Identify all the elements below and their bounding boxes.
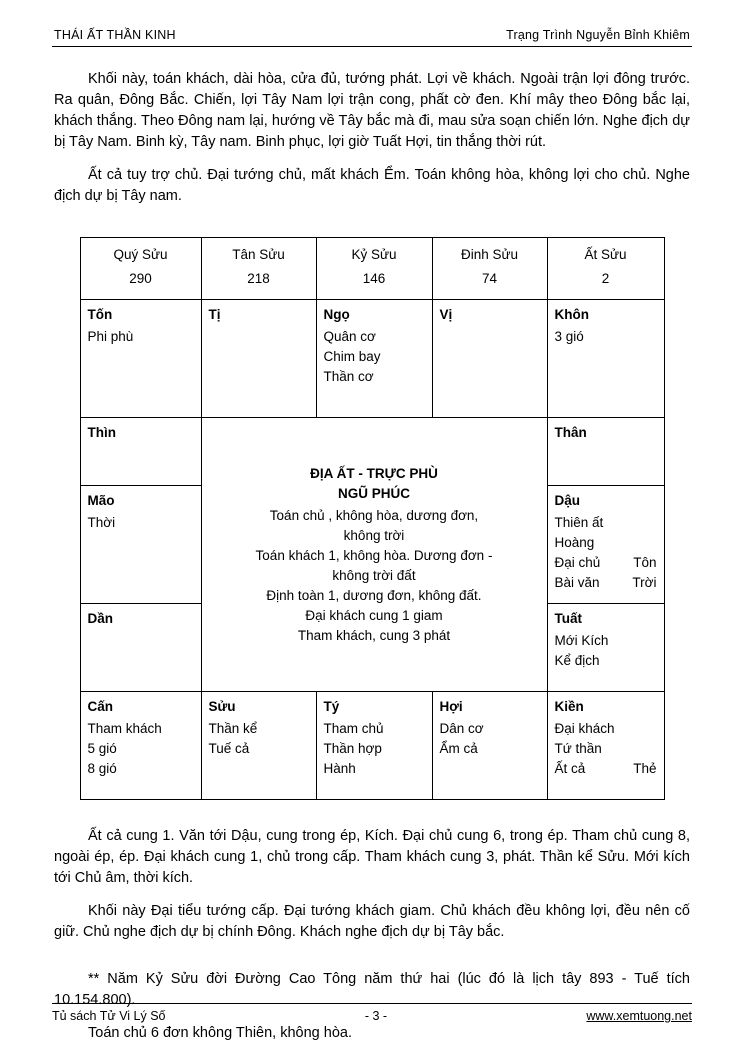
footer-website-link[interactable]: www.xemtuong.net (586, 1009, 692, 1023)
table-row (80, 418, 664, 486)
cell-line: 8 gió (87, 761, 117, 776)
heading-cell (547, 238, 664, 300)
cell-ti (201, 300, 316, 418)
cell-label: Tị (208, 307, 221, 322)
center-line: ĐỊA ẤT - TRỰC PHÙ (310, 465, 438, 481)
center-line: Đại khách cung 1 giam (305, 607, 443, 623)
heading-name: Đinh Sửu (460, 247, 519, 262)
cell-pair-left: Đại chủ (554, 555, 601, 570)
cell-label: Dậu (554, 493, 581, 508)
cell-line: Thời (87, 515, 116, 530)
cell-pair-row (555, 759, 657, 779)
heading-number: 2 (601, 271, 610, 286)
cell-line: Hoàng (554, 535, 595, 550)
footer-row (52, 1004, 692, 1023)
heading-number: 290 (129, 271, 152, 286)
paragraph-text: Toán chủ 6 đơn không Thiên, không hòa. (88, 1025, 352, 1041)
heading-name: Ất Sửu (584, 247, 627, 262)
cell-vi (432, 300, 547, 418)
cell-can (80, 692, 201, 800)
cell-pair-right: Thẻ (633, 761, 657, 776)
paragraph (52, 1023, 692, 1044)
cell-ton (80, 300, 201, 418)
header-title-left: THÁI ẤT THẦN KINH (54, 28, 176, 42)
cell-line: Thần kể (208, 721, 258, 736)
cell-label: Khôn (554, 307, 589, 322)
cell-mao (80, 486, 201, 604)
chart-table-wrapper (52, 237, 692, 800)
cell-line: 3 gió (554, 329, 584, 344)
cell-label: Kiền (554, 699, 584, 714)
cell-line: Thiên ất (554, 515, 604, 530)
center-line: không trời đất (332, 567, 416, 583)
cell-pair-right: Trời (632, 575, 657, 590)
center-line: Tham khách, cung 3 phát (297, 627, 451, 643)
header-title-right: Trạng Trình Nguyễn Bỉnh Khiêm (506, 28, 690, 42)
cell-line: Quân cơ (323, 329, 376, 344)
cell-pair-right: Tôn (633, 555, 657, 570)
heading-number: 74 (481, 271, 498, 286)
cell-suu (201, 692, 316, 800)
cell-pair-row (555, 573, 657, 593)
heading-cell (316, 238, 432, 300)
page-header (52, 28, 692, 46)
cell-line: Kể địch (554, 653, 600, 668)
heading-number: 218 (247, 271, 270, 286)
cell-line: Đại khách (554, 721, 615, 736)
cell-dau (547, 486, 664, 604)
cell-line: Chim bay (323, 349, 381, 364)
intro-text-block (52, 69, 692, 207)
heading-name: Quý Sửu (113, 247, 168, 262)
table-row (80, 692, 664, 800)
cell-tuat (547, 604, 664, 692)
heading-name: Tân Sửu (232, 247, 285, 262)
footer-left: Tủ sách Tử Vi Lý Số (52, 1009, 166, 1023)
center-line: không trời (343, 527, 405, 543)
cell-line: Thần cơ (323, 369, 374, 384)
cell-line: Mới Kích (554, 633, 609, 648)
paragraph-text: Khối này, toán khách, dài hòa, cửa đủ, tướng phát. Lợi về khách. Ngoài trận lợi đông trước. Ra quân, Đông Bắc. Chiến, lợi Tây Nam lợi trận cong, phất cờ đen. Khí mây theo Đông bắc lại, khách thắng. Theo Đông nam lại, hướng về Tây bắc mà đi, mau sửa soạn chiến lớn. Nghe địch dự bị Tây Nam. Binh kỳ, Tây nam. Binh phục, lợi giờ Tuất Hợi, tin thắng thời rút. (54, 71, 690, 150)
cell-line: Hành (323, 761, 356, 776)
cell-thin (80, 418, 201, 486)
cell-label: Vị (439, 307, 453, 322)
heading-cell (201, 238, 316, 300)
heading-number: 146 (362, 271, 386, 286)
paragraph-text: Khối này Đại tiểu tướng cấp. Đại tướng khách giam. Chủ khách đều không lợi, đều nên cố giữ. Chủ nghe địch dự bị chính Đông. Khách nghe địch dự bị Tây bắc. (54, 903, 690, 940)
cell-label: Dần (87, 611, 114, 626)
center-line: Định toàn 1, dương đơn, không đất. (266, 587, 482, 603)
divination-grid (80, 237, 665, 800)
cell-dan (80, 604, 201, 692)
cell-line: Thần hợp (323, 741, 382, 756)
center-line: NGŨ PHÚC (337, 485, 410, 501)
cell-line: Phi phù (87, 329, 134, 344)
cell-pair-left: Ất cả (554, 761, 586, 776)
cell-label: Tốn (87, 307, 113, 322)
cell-hoi (432, 692, 547, 800)
cell-label: Thìn (87, 425, 116, 440)
cell-kien (547, 692, 664, 800)
cell-line: Tứ thần (554, 741, 602, 756)
cell-line: Tham khách (87, 721, 162, 736)
cell-label: Mão (87, 493, 115, 508)
page-footer (52, 1003, 692, 1023)
cell-ngo (316, 300, 432, 418)
cell-ty (316, 692, 432, 800)
paragraph-text: Ất cả cung 1. Văn tới Dậu, cung trong ép, Kích. Đại chủ cung 6, trong ép. Tham chủ cung 8, ngoài ép, ép. Đại khách cung 1, chủ trong cấp. Tham khách cung 3, phát. Thần kể Sửu. Mới kích tới Chủ âm, thời kích. (54, 828, 690, 886)
center-line: Toán chủ , không hòa, dương đơn, (269, 507, 479, 523)
table-row-headings (80, 238, 664, 300)
cell-than (547, 418, 664, 486)
header-divider (52, 46, 692, 47)
paragraph (52, 826, 692, 889)
cell-pair-left: Bài văn (554, 575, 600, 590)
table-row (80, 300, 664, 418)
cell-line: Dân cơ (439, 721, 484, 736)
cell-label: Sửu (208, 699, 236, 714)
paragraph (52, 901, 692, 943)
cell-line: 5 gió (87, 741, 117, 756)
paragraph (52, 165, 692, 207)
cell-label: Hợi (439, 699, 463, 714)
paragraph-text: Ất cả tuy trợ chủ. Đại tướng chủ, mất khách Ểm. Toán không hòa, không lợi cho chủ. Nghe địch dự bị Tây nam. (54, 167, 690, 204)
cell-label: Tuất (554, 611, 582, 626)
cell-center-block (201, 418, 547, 692)
heading-cell (432, 238, 547, 300)
cell-line: Tham chủ (323, 721, 384, 736)
paragraph (52, 69, 692, 153)
heading-cell (80, 238, 201, 300)
cell-label: Ngọ (323, 307, 350, 322)
center-line: Toán khách 1, không hòa. Dương đơn - (255, 547, 493, 563)
cell-line: Tuế cả (208, 741, 250, 756)
cell-label: Cấn (87, 699, 114, 714)
cell-label: Thân (554, 425, 587, 440)
heading-name: Kỷ Sửu (351, 247, 397, 262)
cell-label: Tý (323, 699, 340, 714)
page-number: - 3 - (364, 1009, 388, 1023)
paragraph-text: ** Năm Kỷ Sửu đời Đường Cao Tông năm thứ hai (lúc đó là lịch tây 893 - Tuế tích 10.154.800). (54, 971, 690, 1008)
cell-khon (547, 300, 664, 418)
cell-line: Ẩm cả (439, 741, 478, 756)
cell-pair-row (555, 553, 657, 573)
